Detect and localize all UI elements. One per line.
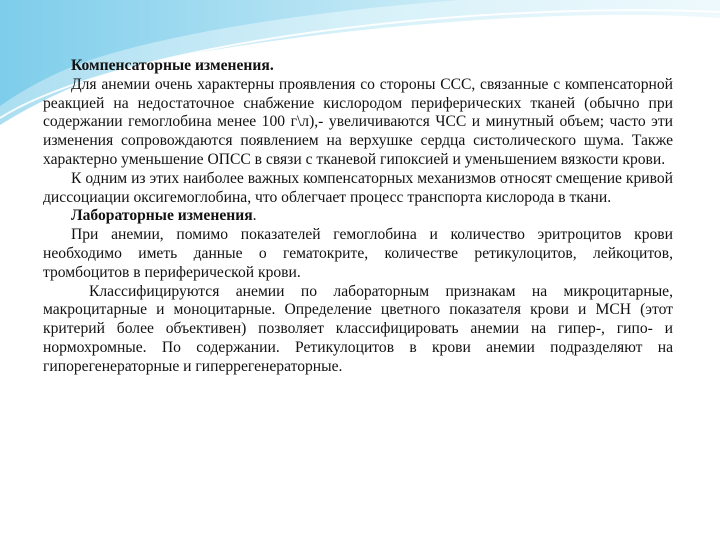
paragraph-3: При анемии, помимо показателей гемоглобина и количество эритроцитов крови необходимо иметь данные о гематокрите, количестве ретикулоцитов, лейкоцитов, тромбоцитов в периферической крови. bbox=[43, 226, 673, 281]
slide-body bbox=[43, 57, 673, 377]
paragraph-4: Классифицируются анемии по лабораторным признакам на микроцитарные, макроцитарные и моноцитарные. Определение цветного показателя крови и МСН (этот критерий более объективен) позволяет классифицировать анемии на гипер-, гипо- и нормохромные. По содержании. Ретикулоцитов в крови анемии подразделяют на гипорегенераторные и гиперрегенераторные. bbox=[43, 282, 673, 375]
heading-laboratory bbox=[43, 207, 673, 226]
paragraph-2: К одним из этих наиболее важных компенсаторных механизмов относят смещение кривой диссоциации оксигемоглобина, что облегчает процесс транспорта кислорода в ткани. bbox=[43, 169, 673, 206]
paragraph-1: Для анемии очень характерны проявления со стороны ССС, связанные с компенсаторной реакцией на недостаточное снабжение кислородом периферических тканей (обычно при содержании гемоглобина менее 100 г\л),- увеличиваются ЧСС и минутный объем; часто эти изменения сопровождаются появлением на верхушке сердца систолического шума. Также характерно уменьшение ОПСС в связи с тканевой гипоксией и уменьшением вязкости крови. bbox=[43, 75, 673, 168]
heading-compensatory bbox=[43, 57, 673, 76]
heading-laboratory-text: Лабораторные изменения bbox=[71, 207, 253, 225]
heading-compensatory-text: Компенсаторные изменения. bbox=[71, 57, 274, 74]
heading-laboratory-period: . bbox=[252, 207, 257, 225]
